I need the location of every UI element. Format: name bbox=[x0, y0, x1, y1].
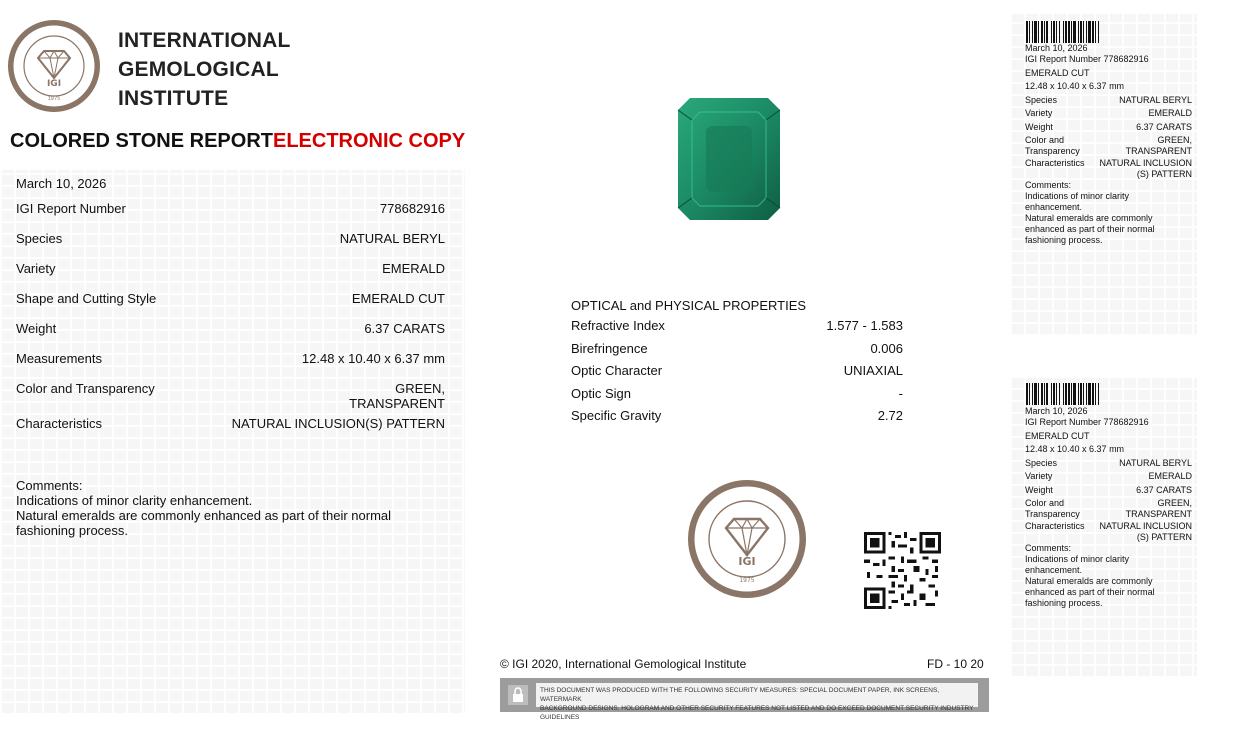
seal-year: 1975 bbox=[739, 577, 755, 584]
stub-label: Species bbox=[1025, 458, 1058, 468]
field-value: TRANSPARENT bbox=[349, 396, 445, 411]
field-label: IGI Report Number bbox=[16, 201, 126, 216]
form-code: FD - 10 20 bbox=[927, 657, 984, 671]
report-date-value: March 10, 2026 bbox=[16, 176, 107, 191]
barcode-bar bbox=[1026, 21, 1028, 43]
stub-label: Color and bbox=[1025, 135, 1065, 145]
barcode-bar bbox=[1092, 383, 1094, 405]
electronic-copy-label: ELECTRONIC COPY bbox=[273, 130, 466, 152]
stub-comment-line: enhancement. bbox=[1025, 202, 1083, 212]
barcode-bar bbox=[1065, 383, 1067, 405]
optical-label: Specific Gravity bbox=[571, 408, 662, 423]
stub-comment-line: Natural emeralds are commonly bbox=[1025, 576, 1153, 586]
barcode-bar bbox=[1078, 383, 1079, 405]
qr-code[interactable] bbox=[864, 532, 941, 609]
seal-monogram: IGI bbox=[738, 555, 756, 568]
stub-comment-line: fashioning process. bbox=[1025, 235, 1103, 245]
barcode-bar bbox=[1034, 383, 1037, 405]
barcode-bar bbox=[1071, 21, 1072, 43]
optical-label: Optic Sign bbox=[571, 386, 631, 401]
barcode-bar bbox=[1044, 21, 1045, 43]
barcode-bar bbox=[1046, 383, 1048, 405]
barcode-bar bbox=[1046, 21, 1048, 43]
field-value: EMERALD CUT bbox=[351, 291, 445, 306]
svg-text:IGI: IGI bbox=[46, 79, 62, 89]
stub-comments bbox=[1025, 180, 1185, 246]
barcode-bar bbox=[1088, 383, 1091, 405]
barcode-bar bbox=[1029, 383, 1030, 405]
stub-comment-line: enhanced as part of their normal bbox=[1025, 587, 1155, 597]
barcode-bar bbox=[1095, 21, 1096, 43]
security-notice bbox=[500, 678, 989, 721]
stub-value: EMERALD bbox=[1148, 108, 1192, 118]
stub-comment-line: enhancement. bbox=[1025, 565, 1083, 575]
comment-line: fashioning process. bbox=[16, 523, 129, 538]
stub-label: Weight bbox=[1025, 122, 1053, 132]
barcode-bar bbox=[1053, 383, 1055, 405]
security-line: BACKGROUND DESIGNS, HOLOGRAM AND OTHER SECURITY FEATURES NOT LISTED AND DO EXCEED DOCUMENT SECURITY INDUSTRY GUIDELINES bbox=[540, 705, 974, 721]
comment-line: Natural emeralds are commonly enhanced as part of their normal bbox=[16, 508, 392, 523]
field-value: 12.48 x 10.40 x 6.37 mm bbox=[301, 351, 445, 366]
barcode-bar bbox=[1086, 383, 1087, 405]
stub-value: TRANSPARENT bbox=[1125, 509, 1192, 519]
stub-date: March 10, 2026 bbox=[1025, 406, 1088, 416]
security-line: THIS DOCUMENT WAS PRODUCED WITH THE FOLLOWING SECURITY MEASURES: SPECIAL DOCUMENT PAPER, INK SCREENS, WATERMARK bbox=[540, 687, 940, 703]
barcode-bar bbox=[1063, 21, 1064, 43]
stub-value: NATURAL INCLUSION bbox=[1099, 521, 1192, 531]
comments-block bbox=[16, 478, 446, 538]
barcode-bar bbox=[1056, 21, 1057, 43]
barcode-bar bbox=[1038, 21, 1039, 43]
barcode-bar bbox=[1041, 21, 1043, 43]
stub-comments-label: Comments: bbox=[1025, 543, 1072, 553]
stub-value: 6.37 CARATS bbox=[1136, 485, 1192, 495]
field-value: NATURAL INCLUSION(S) PATTERN bbox=[231, 416, 445, 431]
stub-value: NATURAL INCLUSION bbox=[1099, 158, 1192, 168]
optical-label: Optic Character bbox=[571, 363, 663, 378]
igi-seal-logo bbox=[6, 18, 102, 114]
stub-label: Characteristics bbox=[1025, 158, 1085, 168]
stub-label: Characteristics bbox=[1025, 521, 1085, 531]
barcode-bar bbox=[1098, 383, 1099, 405]
barcode-bar bbox=[1080, 21, 1082, 43]
field-label: Shape and Cutting Style bbox=[16, 291, 157, 306]
optical-value: 2.72 bbox=[877, 408, 903, 423]
field-value: GREEN, bbox=[395, 381, 445, 396]
barcode-bar bbox=[1068, 383, 1070, 405]
barcode-bar bbox=[1032, 383, 1033, 405]
stub-comment-line: Indications of minor clarity bbox=[1025, 554, 1130, 564]
barcode-bar bbox=[1065, 21, 1067, 43]
report-title: COLORED STONE REPORT bbox=[10, 130, 273, 152]
stub-label: Weight bbox=[1025, 485, 1053, 495]
stub-cut: EMERALD CUT bbox=[1025, 431, 1090, 441]
field-value: 6.37 CARATS bbox=[364, 321, 445, 336]
field-label: Measurements bbox=[16, 351, 102, 366]
barcode-bar bbox=[1053, 21, 1055, 43]
stub-cut: EMERALD CUT bbox=[1025, 68, 1090, 78]
barcode-bar bbox=[1071, 383, 1072, 405]
emerald-stone-image bbox=[676, 96, 782, 222]
stub-report-number: IGI Report Number 778682916 bbox=[1025, 54, 1149, 64]
barcode-bar bbox=[1059, 383, 1060, 405]
field-label: Color and Transparency bbox=[16, 381, 155, 396]
stub-label: Species bbox=[1025, 95, 1058, 105]
security-text bbox=[536, 683, 978, 721]
security-background bbox=[0, 170, 465, 715]
barcode-bar bbox=[1051, 21, 1052, 43]
stub-report-number: IGI Report Number 778682916 bbox=[1025, 417, 1149, 427]
stub-value: EMERALD bbox=[1148, 471, 1192, 481]
barcode-bar bbox=[1026, 383, 1028, 405]
optical-value: - bbox=[898, 386, 903, 401]
barcode-bar bbox=[1098, 21, 1099, 43]
barcode-bar bbox=[1073, 383, 1076, 405]
stub-measurements: 12.48 x 10.40 x 6.37 mm bbox=[1025, 444, 1125, 454]
field-value: EMERALD bbox=[382, 261, 445, 276]
copyright-text: © IGI 2020, International Gemological Institute bbox=[500, 657, 747, 671]
barcode-bar bbox=[1034, 21, 1037, 43]
field-label: Characteristics bbox=[16, 416, 102, 431]
stub-comment-line: Natural emeralds are commonly bbox=[1025, 213, 1153, 223]
stub-value: 6.37 CARATS bbox=[1136, 122, 1192, 132]
stub-value: (S) PATTERN bbox=[1136, 532, 1192, 542]
stub-date: March 10, 2026 bbox=[1025, 43, 1088, 53]
barcode-bar bbox=[1056, 383, 1057, 405]
stub-label: Transparency bbox=[1025, 146, 1080, 156]
stub-value: TRANSPARENT bbox=[1125, 146, 1192, 156]
stub-label: Variety bbox=[1025, 108, 1053, 118]
barcode-bar bbox=[1086, 21, 1087, 43]
stub-comment-line: enhanced as part of their normal bbox=[1025, 224, 1155, 234]
field-value: 778682916 bbox=[379, 201, 445, 216]
stub-value: GREEN, bbox=[1157, 498, 1192, 508]
stub-label: Variety bbox=[1025, 471, 1053, 481]
stub-value: GREEN, bbox=[1157, 135, 1192, 145]
stub-value: NATURAL BERYL bbox=[1119, 95, 1192, 105]
barcode-bar bbox=[1088, 21, 1091, 43]
barcode-bar bbox=[1083, 21, 1084, 43]
lock-icon bbox=[508, 685, 528, 705]
brand-name bbox=[118, 26, 291, 113]
brand-line: GEMOLOGICAL bbox=[118, 58, 279, 81]
optical-value: UNIAXIAL bbox=[843, 363, 903, 378]
comments-label: Comments: bbox=[16, 478, 83, 493]
barcode-bar bbox=[1051, 383, 1052, 405]
barcode-bar bbox=[1029, 21, 1030, 43]
barcode-bar bbox=[1080, 383, 1082, 405]
optical-label: Birefringence bbox=[571, 341, 648, 356]
barcode-bar bbox=[1095, 383, 1096, 405]
stub-measurements: 12.48 x 10.40 x 6.37 mm bbox=[1025, 81, 1125, 91]
barcode-bar bbox=[1073, 21, 1076, 43]
barcode bbox=[1026, 383, 1146, 405]
barcode-bar bbox=[1083, 383, 1084, 405]
optical-properties-title: OPTICAL and PHYSICAL PROPERTIES bbox=[571, 298, 807, 313]
field-label: Variety bbox=[16, 261, 56, 276]
barcode-bar bbox=[1059, 21, 1060, 43]
stub-label: Color and bbox=[1025, 498, 1065, 508]
brand-line: INSTITUTE bbox=[118, 87, 229, 110]
stub-comments bbox=[1025, 543, 1185, 609]
comment-line: Indications of minor clarity enhancement. bbox=[16, 493, 253, 508]
barcode-bar bbox=[1044, 383, 1045, 405]
optical-label: Refractive Index bbox=[571, 318, 665, 333]
stub-value: NATURAL BERYL bbox=[1119, 458, 1192, 468]
optical-value: 0.006 bbox=[870, 341, 903, 356]
barcode-bar bbox=[1092, 21, 1094, 43]
barcode-bar bbox=[1041, 383, 1043, 405]
field-value: NATURAL BERYL bbox=[339, 231, 445, 246]
barcode-bar bbox=[1068, 21, 1070, 43]
barcode-bar bbox=[1032, 21, 1033, 43]
svg-text:1975: 1975 bbox=[47, 96, 61, 102]
optical-value: 1.577 - 1.583 bbox=[826, 318, 903, 333]
barcode bbox=[1026, 21, 1146, 43]
stub-comment-line: Indications of minor clarity bbox=[1025, 191, 1130, 201]
brand-line: INTERNATIONAL bbox=[118, 29, 291, 52]
barcode-bar bbox=[1038, 383, 1039, 405]
igi-seal-stamp bbox=[686, 478, 808, 600]
stub-comments-label: Comments: bbox=[1025, 180, 1072, 190]
barcode-bar bbox=[1078, 21, 1079, 43]
field-label: Weight bbox=[16, 321, 57, 336]
stub-value: (S) PATTERN bbox=[1136, 169, 1192, 179]
stub-comment-line: fashioning process. bbox=[1025, 598, 1103, 608]
stub-label: Transparency bbox=[1025, 509, 1080, 519]
field-label: Species bbox=[16, 231, 63, 246]
barcode-bar bbox=[1063, 383, 1064, 405]
